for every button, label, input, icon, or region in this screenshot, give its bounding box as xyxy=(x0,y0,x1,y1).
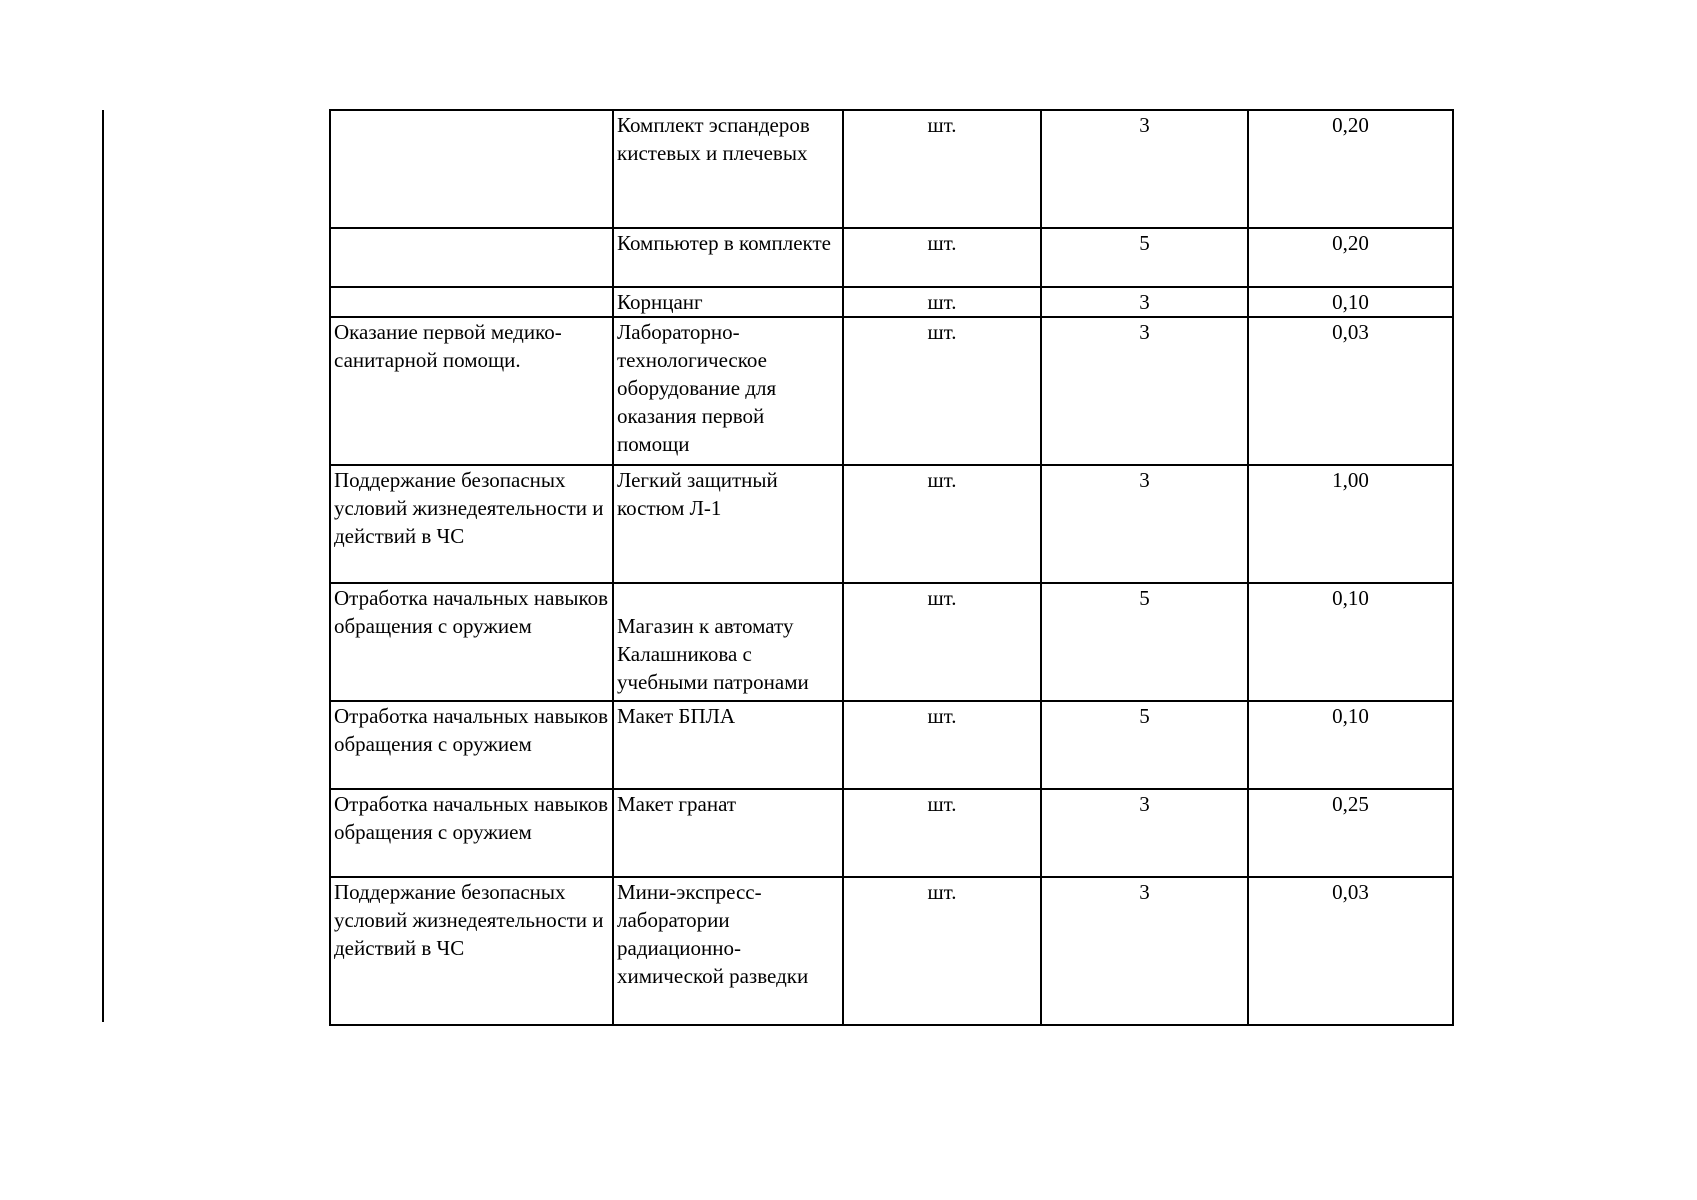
table-row xyxy=(330,877,1453,1025)
unit-cell: шт. xyxy=(843,583,1041,701)
item-cell: Магазин к автомату Калашникова с учебными патронами xyxy=(613,583,843,701)
qty-cell: 3 xyxy=(1041,317,1248,465)
purpose-cell: Поддержание безопасных условий жизнедеятельности и действий в ЧС xyxy=(330,465,613,583)
equipment-table xyxy=(329,109,1454,1026)
qty-cell: 3 xyxy=(1041,877,1248,1025)
unit-cell: шт. xyxy=(843,701,1041,789)
item-cell: Мини-экспресс-лаборатории радиационно-химической разведки xyxy=(613,877,843,1025)
table-row xyxy=(330,701,1453,789)
qty-cell: 5 xyxy=(1041,701,1248,789)
purpose-cell: Оказание первой медико-санитарной помощи. xyxy=(330,317,613,465)
page-margin-line xyxy=(102,110,104,1022)
item-cell: Комплект эспандеров кистевых и плечевых xyxy=(613,110,843,228)
unit-cell: шт. xyxy=(843,228,1041,287)
unit-cell: шт. xyxy=(843,110,1041,228)
purpose-cell: Поддержание безопасных условий жизнедеятельности и действий в ЧС xyxy=(330,877,613,1025)
item-cell: Макет БПЛА xyxy=(613,701,843,789)
qty-cell: 5 xyxy=(1041,583,1248,701)
purpose-cell xyxy=(330,287,613,317)
purpose-cell: Отработка начальных навыков обращения с оружием xyxy=(330,583,613,701)
value-cell: 0,25 xyxy=(1248,789,1453,877)
item-cell: Макет гранат xyxy=(613,789,843,877)
value-cell: 0,10 xyxy=(1248,583,1453,701)
value-cell: 0,03 xyxy=(1248,877,1453,1025)
qty-cell: 3 xyxy=(1041,287,1248,317)
value-cell: 1,00 xyxy=(1248,465,1453,583)
table-row xyxy=(330,789,1453,877)
purpose-cell xyxy=(330,110,613,228)
unit-cell: шт. xyxy=(843,287,1041,317)
table-row xyxy=(330,465,1453,583)
item-cell: Корнцанг xyxy=(613,287,843,317)
unit-cell: шт. xyxy=(843,789,1041,877)
table-row xyxy=(330,583,1453,701)
qty-cell: 5 xyxy=(1041,228,1248,287)
table-row xyxy=(330,110,1453,228)
qty-cell: 3 xyxy=(1041,110,1248,228)
value-cell: 0,10 xyxy=(1248,287,1453,317)
item-cell: Компьютер в комплекте xyxy=(613,228,843,287)
unit-cell: шт. xyxy=(843,465,1041,583)
qty-cell: 3 xyxy=(1041,465,1248,583)
unit-cell: шт. xyxy=(843,877,1041,1025)
value-cell: 0,20 xyxy=(1248,228,1453,287)
value-cell: 0,03 xyxy=(1248,317,1453,465)
purpose-cell: Отработка начальных навыков обращения с оружием xyxy=(330,701,613,789)
qty-cell: 3 xyxy=(1041,789,1248,877)
item-cell: Легкий защитный костюм Л-1 xyxy=(613,465,843,583)
value-cell: 0,10 xyxy=(1248,701,1453,789)
purpose-cell: Отработка начальных навыков обращения с оружием xyxy=(330,789,613,877)
value-cell: 0,20 xyxy=(1248,110,1453,228)
table-row xyxy=(330,317,1453,465)
table-row xyxy=(330,228,1453,287)
purpose-cell xyxy=(330,228,613,287)
unit-cell: шт. xyxy=(843,317,1041,465)
item-cell: Лабораторно-технологическое оборудование для оказания первой помощи xyxy=(613,317,843,465)
table-row xyxy=(330,287,1453,317)
